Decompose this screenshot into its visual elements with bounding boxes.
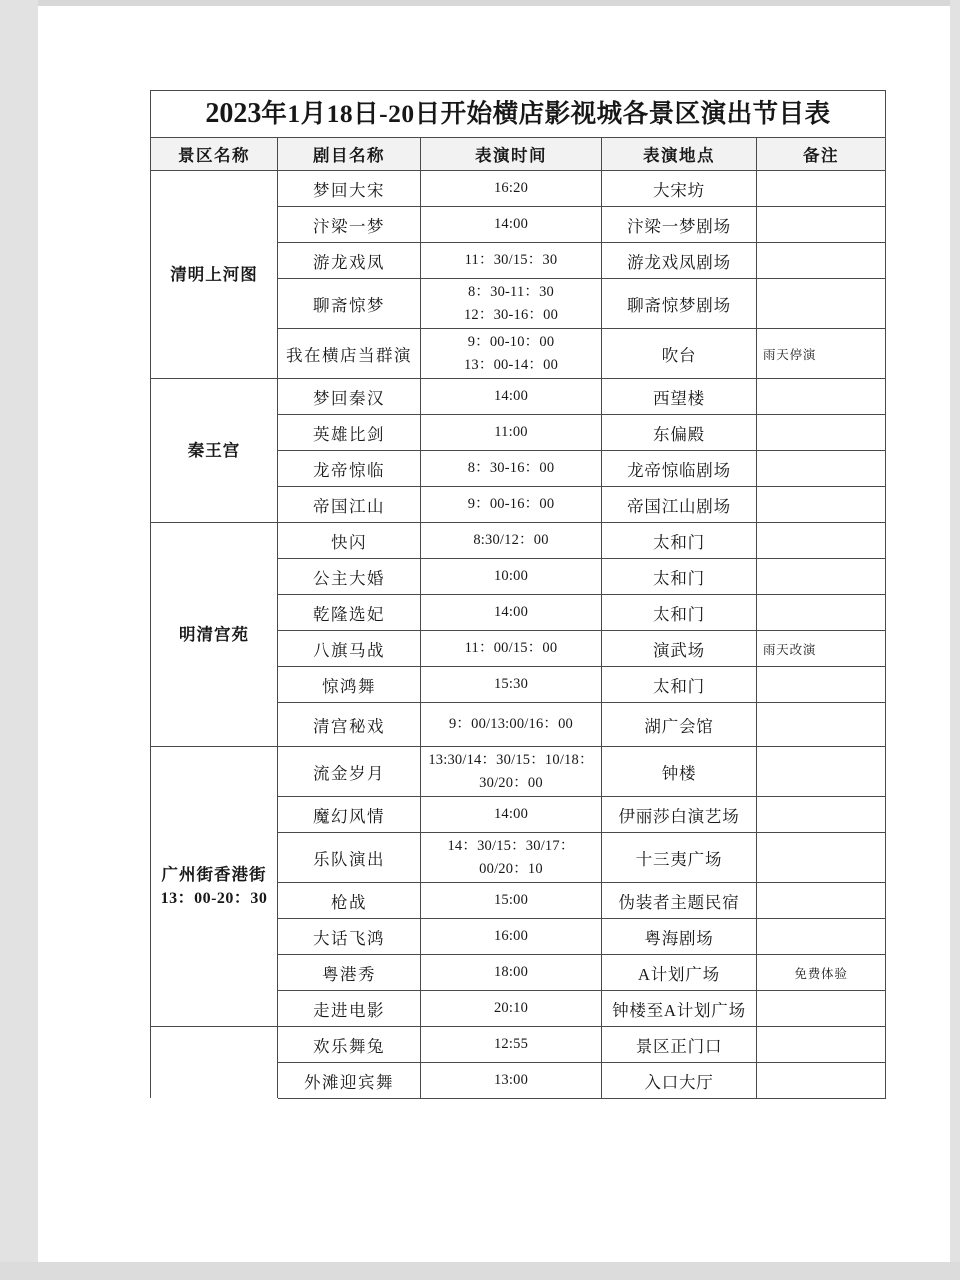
show-place-cell: 景区正门口 <box>602 1027 757 1063</box>
show-place-cell: 聊斋惊梦剧场 <box>602 279 757 329</box>
table-row <box>151 1027 886 1063</box>
show-name-cell: 粤港秀 <box>278 955 421 991</box>
show-time-cell: 13:00 <box>421 1063 602 1099</box>
show-remark-cell <box>757 919 886 955</box>
table-row <box>151 523 886 559</box>
show-name-cell: 龙帝惊临 <box>278 451 421 487</box>
show-place-cell: 钟楼 <box>602 747 757 797</box>
show-place-cell: 汴梁一梦剧场 <box>602 207 757 243</box>
show-remark-cell <box>757 559 886 595</box>
show-time-cell: 10:00 <box>421 559 602 595</box>
show-place-cell: 伪装者主题民宿 <box>602 883 757 919</box>
venue-name-cell <box>151 523 278 747</box>
show-time-cell: 11：30/15：30 <box>421 243 602 279</box>
column-header-show: 剧目名称 <box>278 138 421 171</box>
show-time-cell: 9：00/13:00/16：00 <box>421 703 602 747</box>
show-remark-cell <box>757 667 886 703</box>
venue-name-cell <box>151 379 278 523</box>
show-remark-cell: 雨天改演 <box>757 631 886 667</box>
show-place-cell: 入口大厅 <box>602 1063 757 1099</box>
show-place-cell: 西望楼 <box>602 379 757 415</box>
table-row <box>151 379 886 415</box>
show-remark-cell <box>757 171 886 207</box>
show-place-cell: 湖广会馆 <box>602 703 757 747</box>
show-remark-cell <box>757 703 886 747</box>
show-time-cell: 14:00 <box>421 207 602 243</box>
show-place-cell: 太和门 <box>602 667 757 703</box>
show-name-cell: 梦回大宋 <box>278 171 421 207</box>
show-place-cell: 演武场 <box>602 631 757 667</box>
show-name-cell: 帝国江山 <box>278 487 421 523</box>
show-remark-cell <box>757 1063 886 1099</box>
show-name-cell: 清宫秘戏 <box>278 703 421 747</box>
show-name-cell: 大话飞鸿 <box>278 919 421 955</box>
show-time-cell: 11：00/15：00 <box>421 631 602 667</box>
show-name-cell: 外滩迎宾舞 <box>278 1063 421 1099</box>
schedule-table-container <box>150 90 885 1099</box>
show-place-cell: A计划广场 <box>602 955 757 991</box>
venue-name-cell <box>151 1027 278 1099</box>
show-remark-cell <box>757 279 886 329</box>
show-name-cell: 快闪 <box>278 523 421 559</box>
document-title <box>151 91 886 138</box>
show-name-cell: 走进电影 <box>278 991 421 1027</box>
show-remark-cell <box>757 451 886 487</box>
show-remark-cell <box>757 523 886 559</box>
show-name-cell: 惊鸿舞 <box>278 667 421 703</box>
show-place-cell: 东偏殿 <box>602 415 757 451</box>
venue-name: 清明上河图 <box>170 264 258 284</box>
show-name-cell: 游龙戏凤 <box>278 243 421 279</box>
venue-name: 秦王宫 <box>187 440 241 460</box>
show-place-cell: 十三夷广场 <box>602 833 757 883</box>
show-time-cell: 20:10 <box>421 991 602 1027</box>
show-name-cell: 乐队演出 <box>278 833 421 883</box>
show-place-cell: 游龙戏凤剧场 <box>602 243 757 279</box>
show-place-cell: 粤海剧场 <box>602 919 757 955</box>
show-time-cell: 15:30 <box>421 667 602 703</box>
table-title-row <box>151 91 886 138</box>
column-header-place: 表演地点 <box>602 138 757 171</box>
show-time-cell: 8：30-11：30 12：30-16：00 <box>421 279 602 329</box>
show-remark-cell <box>757 207 886 243</box>
column-header-time: 表演时间 <box>421 138 602 171</box>
show-time-cell: 13:30/14：30/15：10/18：30/20：00 <box>421 747 602 797</box>
page-bottom-shade <box>0 1262 960 1280</box>
show-remark-cell <box>757 243 886 279</box>
show-time-cell: 9：00-10：00 13：00-14：00 <box>421 329 602 379</box>
show-remark-cell <box>757 595 886 631</box>
venue-name: 广州街香港街 <box>161 864 267 884</box>
title-year: 2023 <box>205 97 262 129</box>
show-name-cell: 汴梁一梦 <box>278 207 421 243</box>
document-page <box>38 6 950 1262</box>
show-time-cell: 15:00 <box>421 883 602 919</box>
show-time-cell: 16:20 <box>421 171 602 207</box>
show-time-cell: 14：30/15：30/17：00/20：10 <box>421 833 602 883</box>
show-remark-cell <box>757 1027 886 1063</box>
show-name-cell: 八旗马战 <box>278 631 421 667</box>
show-name-cell: 乾隆选妃 <box>278 595 421 631</box>
show-place-cell: 太和门 <box>602 559 757 595</box>
show-remark-cell <box>757 883 886 919</box>
table-row <box>151 747 886 797</box>
show-name-cell: 聊斋惊梦 <box>278 279 421 329</box>
show-remark-cell <box>757 747 886 797</box>
show-time-cell: 12:55 <box>421 1027 602 1063</box>
show-place-cell: 伊丽莎白演艺场 <box>602 797 757 833</box>
show-remark-cell <box>757 379 886 415</box>
show-time-cell: 9：00-16：00 <box>421 487 602 523</box>
show-place-cell: 帝国江山剧场 <box>602 487 757 523</box>
show-time-cell: 8：30-16：00 <box>421 451 602 487</box>
show-place-cell: 大宋坊 <box>602 171 757 207</box>
venue-name-cell <box>151 171 278 379</box>
show-name-cell: 魔幻风情 <box>278 797 421 833</box>
show-remark-cell <box>757 487 886 523</box>
show-time-cell: 8:30/12：00 <box>421 523 602 559</box>
show-time-cell: 14:00 <box>421 595 602 631</box>
show-time-cell: 11:00 <box>421 415 602 451</box>
show-name-cell: 流金岁月 <box>278 747 421 797</box>
column-header-venue: 景区名称 <box>151 138 278 171</box>
venue-name-cell <box>151 747 278 1027</box>
venue-hours: 13：00-20：30 <box>160 889 268 907</box>
column-header-remark: 备注 <box>757 138 886 171</box>
show-name-cell: 公主大婚 <box>278 559 421 595</box>
show-remark-cell <box>757 415 886 451</box>
show-remark-cell <box>757 833 886 883</box>
show-place-cell: 钟楼至A计划广场 <box>602 991 757 1027</box>
show-name-cell: 梦回秦汉 <box>278 379 421 415</box>
show-place-cell: 太和门 <box>602 523 757 559</box>
show-remark-cell: 雨天停演 <box>757 329 886 379</box>
show-time-cell: 16:00 <box>421 919 602 955</box>
show-name-cell: 枪战 <box>278 883 421 919</box>
show-time-cell: 18:00 <box>421 955 602 991</box>
show-remark-cell <box>757 991 886 1027</box>
show-remark-cell <box>757 797 886 833</box>
table-header-row <box>151 138 886 171</box>
show-name-cell: 英雄比剑 <box>278 415 421 451</box>
show-time-cell: 14:00 <box>421 379 602 415</box>
show-name-cell: 欢乐舞兔 <box>278 1027 421 1063</box>
show-place-cell: 龙帝惊临剧场 <box>602 451 757 487</box>
show-time-cell: 14:00 <box>421 797 602 833</box>
show-place-cell: 太和门 <box>602 595 757 631</box>
show-remark-cell: 免费体验 <box>757 955 886 991</box>
title-text: 年1月18日-20日开始横店影视城各景区演出节目表 <box>261 98 831 128</box>
table-row <box>151 171 886 207</box>
show-name-cell: 我在横店当群演 <box>278 329 421 379</box>
venue-name: 明清宫苑 <box>179 624 249 644</box>
performance-schedule-table <box>150 90 886 1099</box>
show-place-cell: 吹台 <box>602 329 757 379</box>
